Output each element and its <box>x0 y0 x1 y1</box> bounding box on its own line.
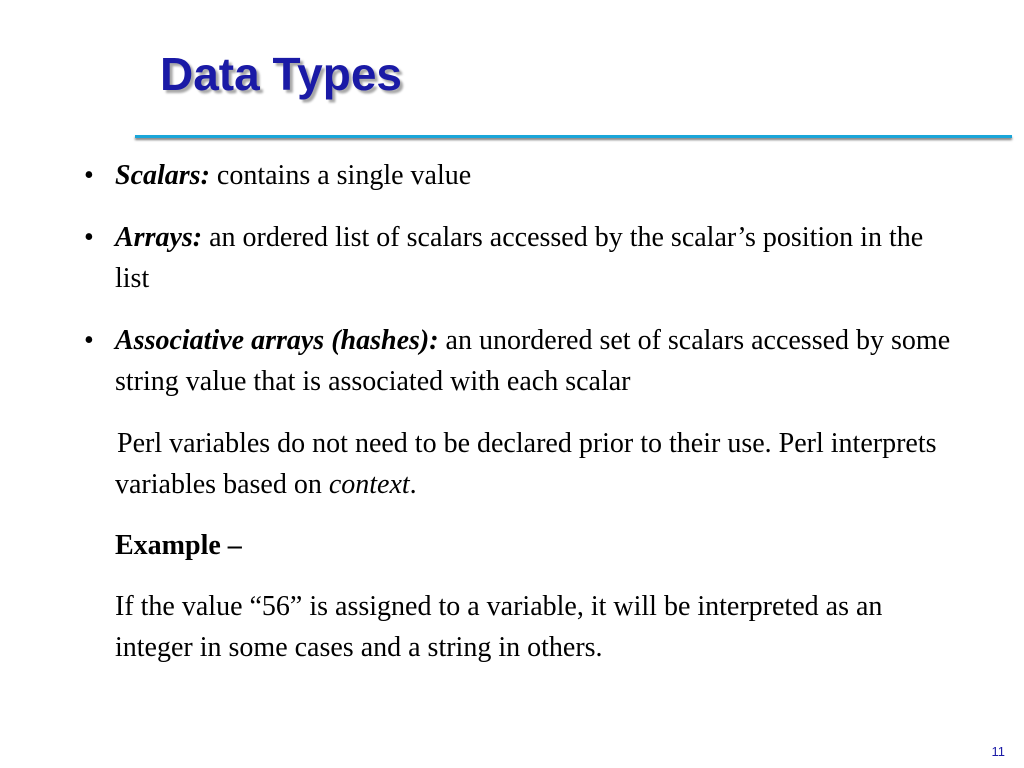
bullet-text: an unordered set of scalars accessed by some string value that is associated with each scalar <box>115 325 951 397</box>
slide-title: Data Types <box>160 48 403 100</box>
bullet-term: Arrays: <box>115 222 203 253</box>
bullet-icon: • <box>84 325 94 356</box>
bullet-term: Scalars: <box>115 160 210 191</box>
context-emphasis: context <box>328 469 410 500</box>
bullet-item-hashes <box>84 320 964 402</box>
slide-content <box>84 155 964 688</box>
bullet-term: Associative arrays (hashes): <box>115 325 439 356</box>
bullet-icon: • <box>84 222 94 253</box>
page-number: 11 <box>991 744 1005 759</box>
bullet-text: an ordered list of scalars accessed by the scalar’s position in the list <box>115 222 924 294</box>
bullet-item-scalars <box>84 155 964 196</box>
context-note-text: Perl variables do not need to be declared prior to their use. Perl interprets variables based on <box>115 428 937 500</box>
context-note <box>84 423 964 505</box>
bullet-item-arrays <box>84 217 964 299</box>
context-note-end: . <box>409 469 417 500</box>
example-heading: Example – <box>115 530 242 561</box>
title-divider <box>135 135 1012 138</box>
bullet-icon: • <box>84 160 94 191</box>
example-text: If the value “56” is assigned to a variable, it will be interpreted as an integer in some cases and a string in others. <box>115 591 883 663</box>
bullet-text: contains a single value <box>209 160 472 191</box>
